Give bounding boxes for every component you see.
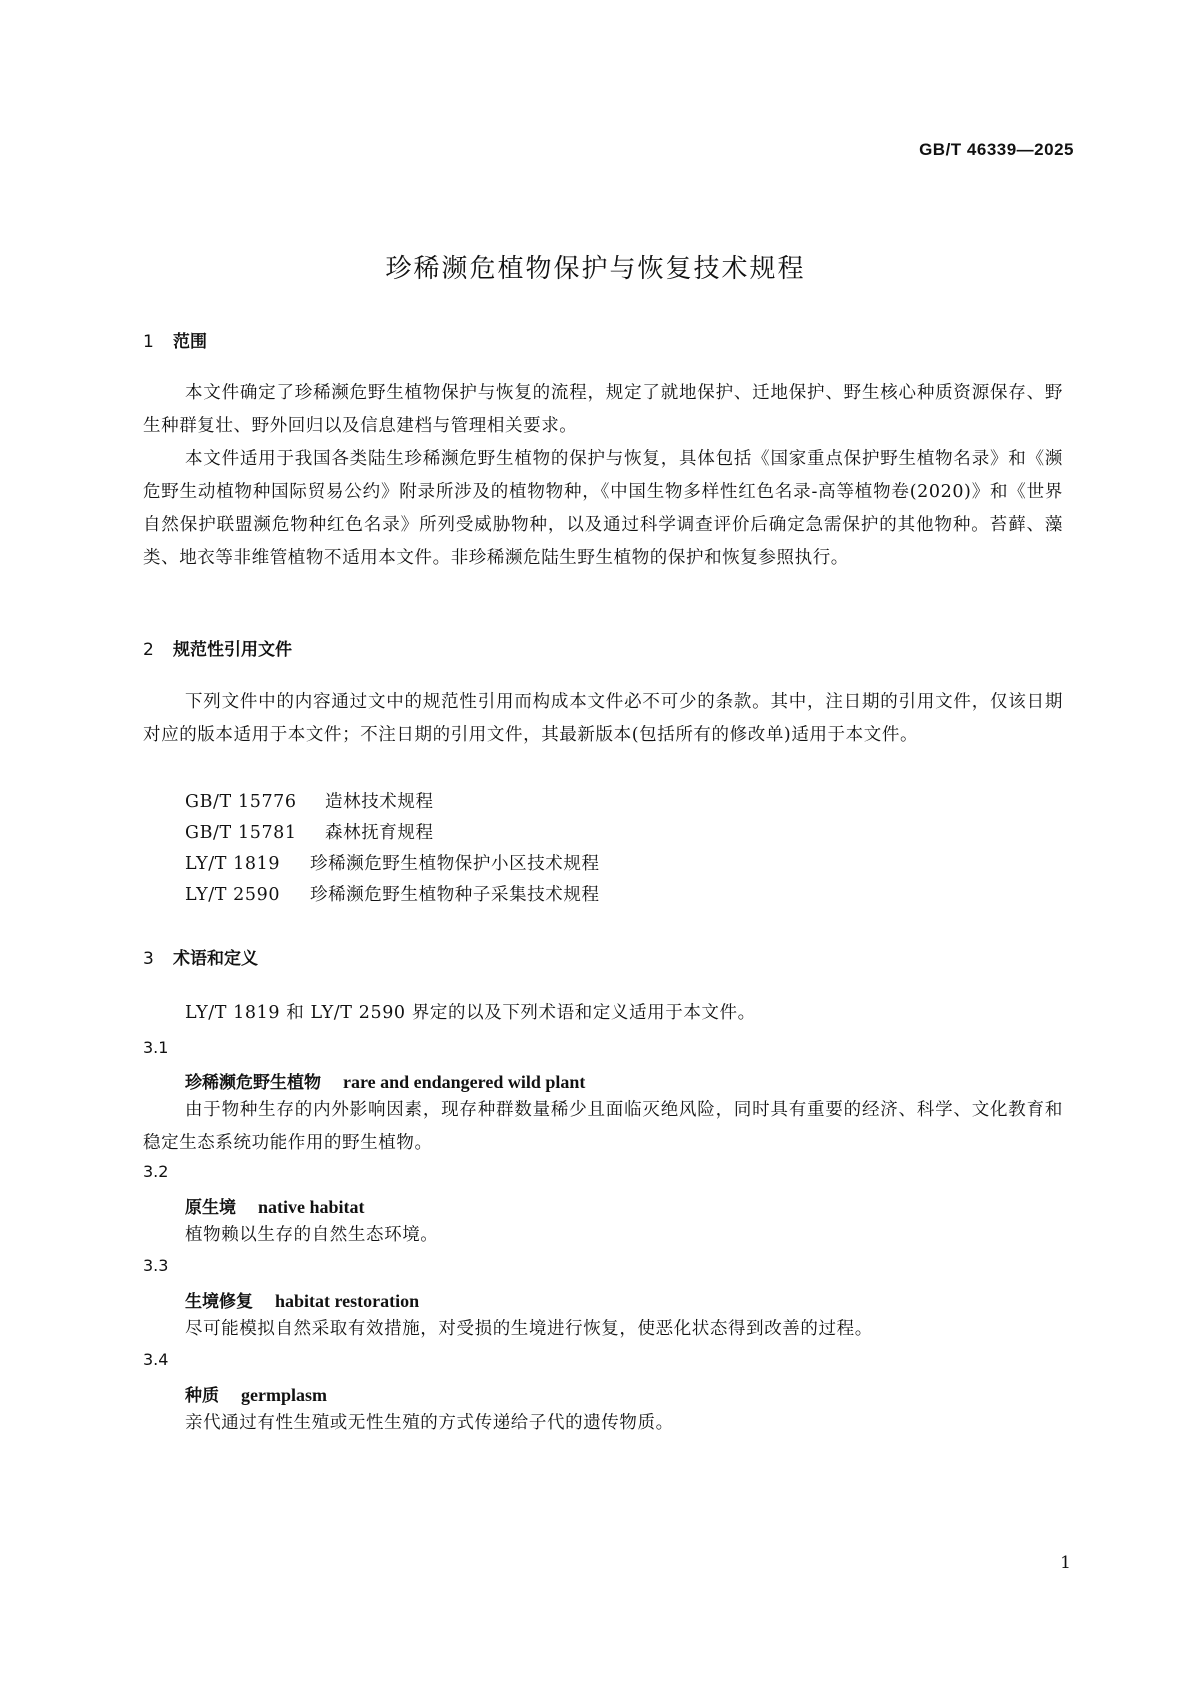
section-number: 1 — [143, 332, 154, 352]
section-title: 范围 — [173, 332, 207, 352]
term-definition: 由于物种生存的内外影响因素，现存种群数量稀少且面临灭绝风险，同时具有重要的经济、科学、文化教育和稳定生态系统功能作用的野生植物。 — [143, 1100, 1063, 1153]
term-zh: 生境修复 — [185, 1292, 253, 1312]
term-definition: 亲代通过有性生殖或无性生殖的方式传递给子代的遗传物质。 — [185, 1413, 674, 1433]
section-title: 术语和定义 — [173, 949, 258, 969]
reference-title: 珍稀濒危野生植物种子采集技术规程 — [310, 885, 600, 905]
term-number: 3.3 — [143, 1256, 169, 1275]
paragraph: 下列文件中的内容通过文中的规范性引用而构成本文件必不可少的条款。其中，注日期的引用文件，仅该日期对应的版本适用于本文件；不注日期的引用文件，其最新版本(包括所有的修改单)适用于本文件。 — [143, 692, 1063, 745]
reference-title: 造林技术规程 — [325, 792, 434, 812]
paragraph: 本文件适用于我国各类陆生珍稀濒危野生植物的保护与恢复，具体包括《国家重点保护野生植物名录》和《濒危野生动植物种国际贸易公约》附录所涉及的植物物种，《中国生物多样性红色名录-高等植物卷(2020)》和《世界自然保护联盟濒危物种红色名录》所列受威胁物种，以及通过科学调查评价后确定急需保护的其他物种。苔藓、藻类、地衣等非维管植物不适用本文件。非珍稀濒危陆生野生植物的保护和恢复参照执行。 — [143, 449, 1063, 568]
reference-code: GB/T 15781 — [185, 823, 297, 843]
term-heading — [185, 1068, 585, 1093]
document-title: 珍稀濒危植物保护与恢复技术规程 — [385, 254, 806, 284]
reference-code: GB/T 15776 — [185, 792, 297, 812]
term-zh: 原生境 — [185, 1198, 236, 1218]
terms-intro: LY/T 1819 和 LY/T 2590 界定的以及下列术语和定义适用于本文件。 — [185, 1003, 756, 1023]
term-heading — [185, 1287, 419, 1312]
term-en: native habitat — [258, 1197, 365, 1217]
term-en: habitat restoration — [275, 1291, 420, 1311]
reference-item — [185, 881, 600, 906]
section-1-heading — [143, 327, 207, 352]
reference-item — [185, 850, 600, 875]
term-definition: 尽可能模拟自然采取有效措施，对受损的生境进行恢复，使恶化状态得到改善的过程。 — [185, 1319, 873, 1339]
term-number: 3.1 — [143, 1038, 169, 1057]
section-number: 3 — [143, 949, 154, 969]
reference-item — [185, 788, 434, 813]
reference-title: 珍稀濒危野生植物保护小区技术规程 — [310, 854, 600, 874]
document-code: GB/T 46339—2025 — [919, 140, 1074, 159]
reference-code: LY/T 2590 — [185, 885, 281, 905]
section-2-heading — [143, 635, 292, 660]
page-number: 1 — [1060, 1553, 1071, 1573]
term-definition: 植物赖以生存的自然生态环境。 — [185, 1225, 439, 1245]
reference-title: 森林抚育规程 — [325, 823, 434, 843]
reference-code: LY/T 1819 — [185, 854, 281, 874]
reference-item — [185, 819, 434, 844]
term-en: germplasm — [241, 1385, 327, 1405]
section-number: 2 — [143, 640, 154, 660]
term-en: rare and endangered wild plant — [343, 1072, 586, 1092]
term-number: 3.4 — [143, 1350, 169, 1369]
section-title: 规范性引用文件 — [173, 640, 292, 660]
section-3-heading — [143, 944, 258, 969]
term-number: 3.2 — [143, 1162, 169, 1181]
term-zh: 珍稀濒危野生植物 — [185, 1073, 321, 1093]
term-heading — [185, 1193, 365, 1218]
term-zh: 种质 — [185, 1386, 219, 1406]
term-heading — [185, 1381, 327, 1406]
paragraph: 本文件确定了珍稀濒危野生植物保护与恢复的流程，规定了就地保护、迁地保护、野生核心种质资源保存、野生种群复壮、野外回归以及信息建档与管理相关要求。 — [143, 383, 1063, 436]
